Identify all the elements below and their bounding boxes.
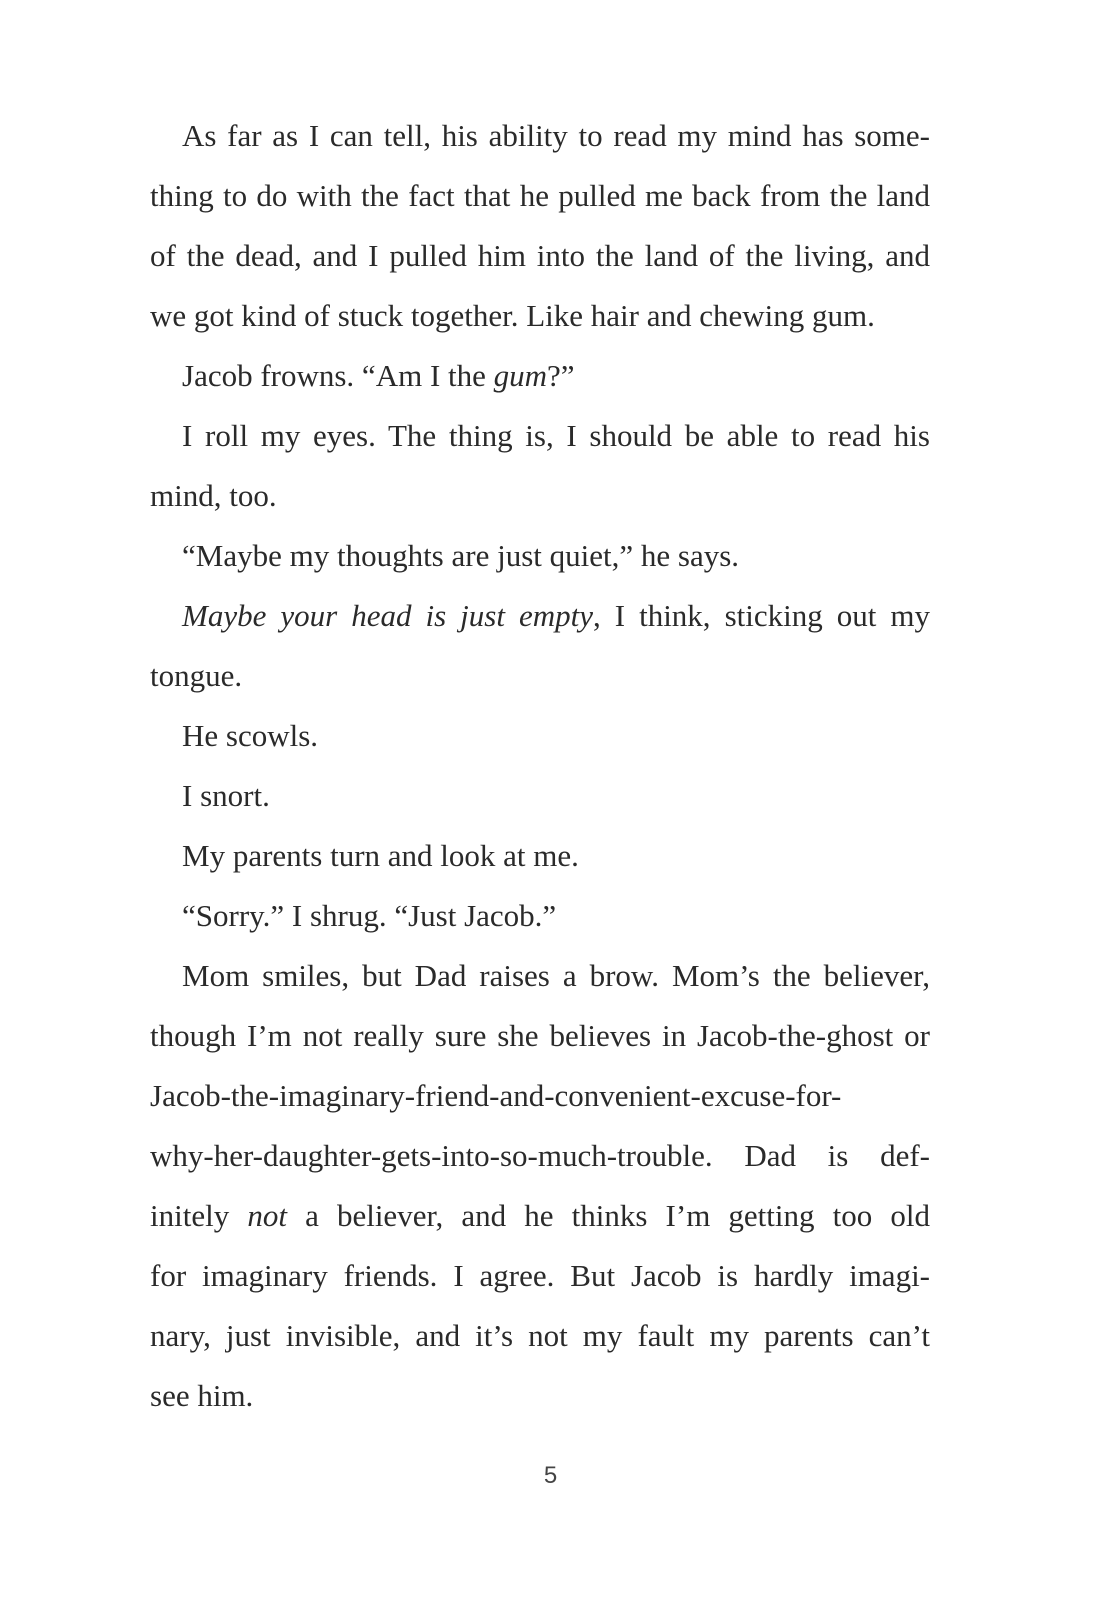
text-line: of the dead, and I pulled him into the land of the living, and: [150, 238, 930, 273]
italic-word: not: [247, 1198, 287, 1233]
text-line: My parents turn and look at me.: [182, 838, 579, 873]
text-line: we got kind of stuck together. Like hair and chewing gum.: [150, 298, 875, 333]
text-line: Jacob-the-imaginary-friend-and-convenient-excuse-for-: [150, 1078, 842, 1113]
text-line: nary, just invisible, and it’s not my fault my parents can’t: [150, 1318, 930, 1353]
italic-word: gum: [493, 358, 548, 393]
text-line: though I’m not really sure she believes in Jacob-the-ghost or: [150, 1018, 930, 1053]
text-line: “Maybe my thoughts are just quiet,” he says.: [182, 538, 740, 573]
text-line: Maybe your head is just empty, I think, sticking out my: [182, 598, 930, 633]
text-line: tongue.: [150, 658, 243, 693]
text-line: As far as I can tell, his ability to read my mind has some-: [182, 118, 930, 153]
text-line: Jacob frowns. “Am I the gum?”: [182, 358, 575, 393]
text-line: why-her-daughter-gets-into-so-much-trouble. Dad is def-: [150, 1138, 930, 1173]
body-text: [150, 106, 930, 1426]
text-line: I roll my eyes. The thing is, I should be able to read his: [182, 418, 930, 453]
text-line: thing to do with the fact that he pulled me back from the land: [150, 178, 930, 213]
text-line: I snort.: [182, 778, 270, 813]
text-line: “Sorry.” I shrug. “Just Jacob.”: [182, 898, 557, 933]
text-line: for imaginary friends. I agree. But Jacob is hardly imagi-: [150, 1258, 930, 1293]
page-number: 5: [543, 1462, 558, 1489]
text-line: He scowls.: [182, 718, 319, 753]
text-line: mind, too.: [150, 478, 277, 513]
text-line: Mom smiles, but Dad raises a brow. Mom’s the believer,: [182, 958, 930, 993]
text-line: initely not a believer, and he thinks I’m getting too old: [150, 1198, 930, 1233]
text-line: see him.: [150, 1378, 254, 1413]
italic-phrase: Maybe your head is just empty: [182, 598, 593, 633]
